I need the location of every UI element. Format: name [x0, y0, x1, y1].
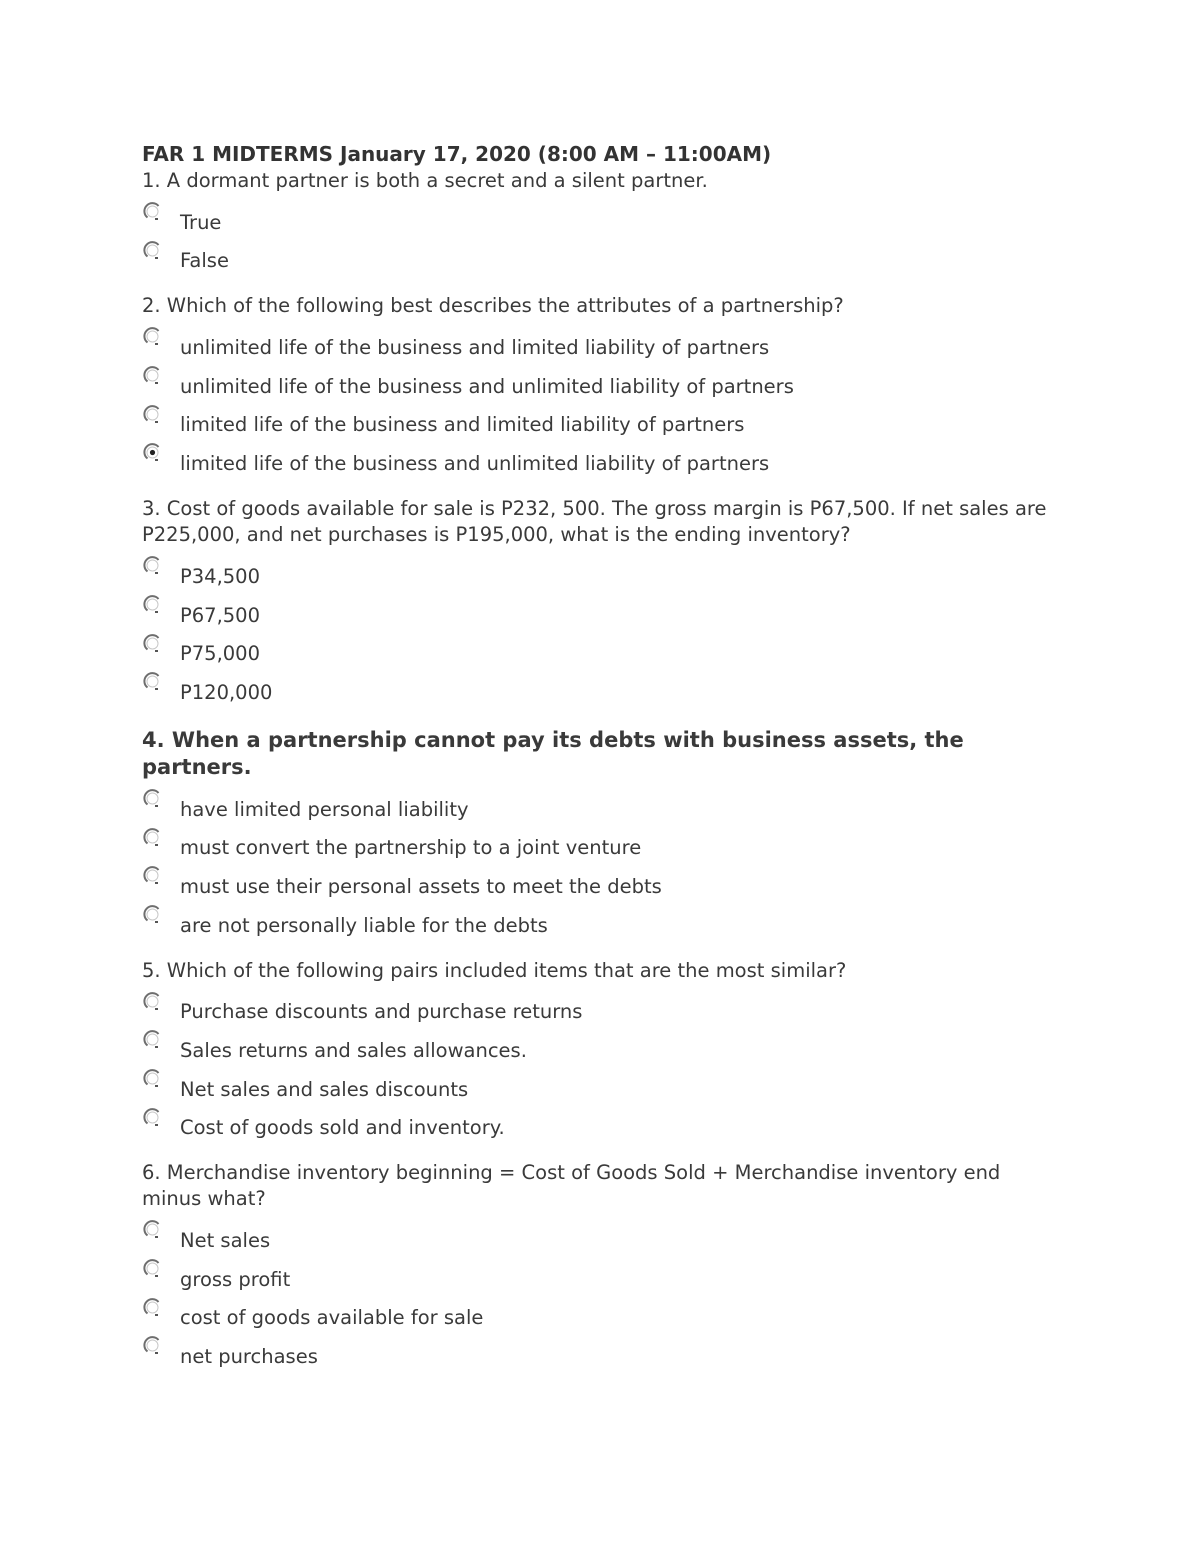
radio-unchecked-icon — [142, 201, 164, 223]
option-label: Net sales — [180, 1229, 271, 1253]
question-text: 3. Cost of goods available for sale is P232, 500. The gross margin is P67,500. If net sales are P225,000, and net purchases is P195,000, what is the ending inventory? — [142, 497, 1047, 547]
option-label: have limited personal liability — [180, 797, 469, 821]
option-item[interactable] — [142, 862, 1062, 901]
option-label: Net sales and sales discounts — [180, 1077, 469, 1101]
radio-unchecked-icon — [142, 1258, 164, 1280]
option-item[interactable] — [142, 785, 1062, 824]
question-2 — [142, 293, 1062, 478]
option-label: gross profit — [180, 1267, 291, 1291]
page-title: FAR 1 MIDTERMS January 17, 2020 (8:00 AM – 11:00AM) — [142, 142, 772, 166]
question-3 — [142, 496, 1062, 707]
option-item[interactable] — [142, 988, 1062, 1027]
question-list — [142, 168, 1062, 1371]
radio-icon[interactable] — [142, 633, 164, 655]
quiz-document — [142, 140, 1062, 1371]
question-text: 5. Which of the following pairs included items that are the most similar? — [142, 958, 847, 982]
radio-icon[interactable] — [142, 991, 164, 1013]
option-label: False — [180, 249, 229, 273]
question-4 — [142, 727, 1062, 940]
radio-icon[interactable] — [142, 365, 164, 387]
option-item[interactable] — [142, 1255, 1062, 1294]
radio-icon[interactable] — [142, 555, 164, 577]
radio-unchecked-icon — [142, 1029, 164, 1051]
radio-unchecked-icon — [142, 594, 164, 616]
radio-unchecked-icon — [142, 1107, 164, 1129]
radio-icon[interactable] — [142, 1297, 164, 1319]
radio-icon[interactable] — [142, 827, 164, 849]
radio-icon[interactable] — [142, 1335, 164, 1357]
option-item[interactable] — [142, 630, 1062, 669]
option-item[interactable] — [142, 824, 1062, 863]
radio-checked-icon — [142, 442, 164, 464]
question-text: 1. A dormant partner is both a secret and a silent partner. — [142, 169, 708, 192]
option-label: Sales returns and sales allowances. — [180, 1039, 527, 1062]
radio-icon[interactable] — [142, 904, 164, 926]
option-item[interactable] — [142, 1026, 1062, 1065]
option-label: net purchases — [180, 1345, 318, 1369]
option-list — [142, 552, 1062, 707]
radio-unchecked-icon — [142, 240, 164, 262]
option-item[interactable] — [142, 237, 1062, 276]
option-item[interactable] — [142, 901, 1062, 940]
option-label: unlimited life of the business and limited liability of partners — [180, 336, 770, 360]
radio-icon[interactable] — [142, 404, 164, 426]
option-label: are not personally liable for the debts — [180, 913, 548, 937]
option-label: unlimited life of the business and unlimited liability of partners — [180, 374, 794, 398]
question-1 — [142, 168, 1062, 275]
radio-unchecked-icon — [142, 865, 164, 887]
option-item[interactable] — [142, 668, 1062, 707]
option-item[interactable] — [142, 1065, 1062, 1104]
option-item[interactable] — [142, 552, 1062, 591]
option-list — [142, 785, 1062, 940]
radio-unchecked-icon — [142, 1335, 164, 1357]
radio-icon[interactable] — [142, 201, 164, 223]
option-item[interactable] — [142, 439, 1062, 478]
option-label: P34,500 — [180, 564, 260, 588]
option-label: P67,500 — [180, 603, 260, 627]
radio-unchecked-icon — [142, 1219, 164, 1241]
radio-unchecked-icon — [142, 1297, 164, 1319]
radio-icon[interactable] — [142, 865, 164, 887]
option-item[interactable] — [142, 362, 1062, 401]
option-item[interactable] — [142, 591, 1062, 630]
question-5 — [142, 958, 1062, 1143]
option-label: P75,000 — [180, 642, 260, 666]
question-text: 2. Which of the following best describes the attributes of a partnership? — [142, 294, 844, 318]
option-list — [142, 1216, 1062, 1371]
radio-icon[interactable] — [142, 594, 164, 616]
radio-icon[interactable] — [142, 1029, 164, 1051]
radio-unchecked-icon — [142, 671, 164, 693]
radio-icon[interactable] — [142, 1258, 164, 1280]
option-item[interactable] — [142, 1332, 1062, 1371]
option-list — [142, 198, 1062, 275]
option-label: must convert the partnership to a joint venture — [180, 836, 642, 860]
radio-unchecked-icon — [142, 991, 164, 1013]
radio-unchecked-icon — [142, 326, 164, 348]
option-list — [142, 988, 1062, 1143]
option-item[interactable] — [142, 401, 1062, 440]
radio-icon[interactable] — [142, 240, 164, 262]
radio-icon[interactable] — [142, 326, 164, 348]
option-list — [142, 323, 1062, 478]
radio-unchecked-icon — [142, 633, 164, 655]
radio-unchecked-icon — [142, 827, 164, 849]
radio-icon[interactable] — [142, 1068, 164, 1090]
option-label: limited life of the business and unlimited liability of partners — [180, 452, 770, 476]
radio-unchecked-icon — [142, 555, 164, 577]
option-label: cost of goods available for sale — [180, 1306, 484, 1330]
option-label: must use their personal assets to meet the debts — [180, 874, 662, 898]
radio-icon[interactable] — [142, 671, 164, 693]
radio-icon[interactable] — [142, 788, 164, 810]
option-label: P120,000 — [180, 680, 273, 704]
option-item[interactable] — [142, 1294, 1062, 1333]
option-item[interactable] — [142, 323, 1062, 362]
radio-icon[interactable] — [142, 442, 164, 464]
question-text: 6. Merchandise inventory beginning = Cost of Goods Sold + Merchandise inventory end minus what? — [142, 1161, 1001, 1211]
radio-unchecked-icon — [142, 1068, 164, 1090]
radio-unchecked-icon — [142, 788, 164, 810]
radio-unchecked-icon — [142, 904, 164, 926]
question-text: 4. When a partnership cannot pay its debts with business assets, the partners. — [142, 727, 964, 779]
option-item[interactable] — [142, 198, 1062, 237]
option-label: True — [180, 210, 222, 234]
option-item[interactable] — [142, 1216, 1062, 1255]
option-label: Cost of goods sold and inventory. — [180, 1116, 505, 1140]
radio-icon[interactable] — [142, 1219, 164, 1241]
option-item[interactable] — [142, 1104, 1062, 1143]
option-label: Purchase discounts and purchase returns — [180, 1000, 583, 1024]
radio-unchecked-icon — [142, 365, 164, 387]
question-6 — [142, 1160, 1062, 1371]
radio-unchecked-icon — [142, 404, 164, 426]
option-label: limited life of the business and limited liability of partners — [180, 413, 745, 437]
radio-icon[interactable] — [142, 1107, 164, 1129]
